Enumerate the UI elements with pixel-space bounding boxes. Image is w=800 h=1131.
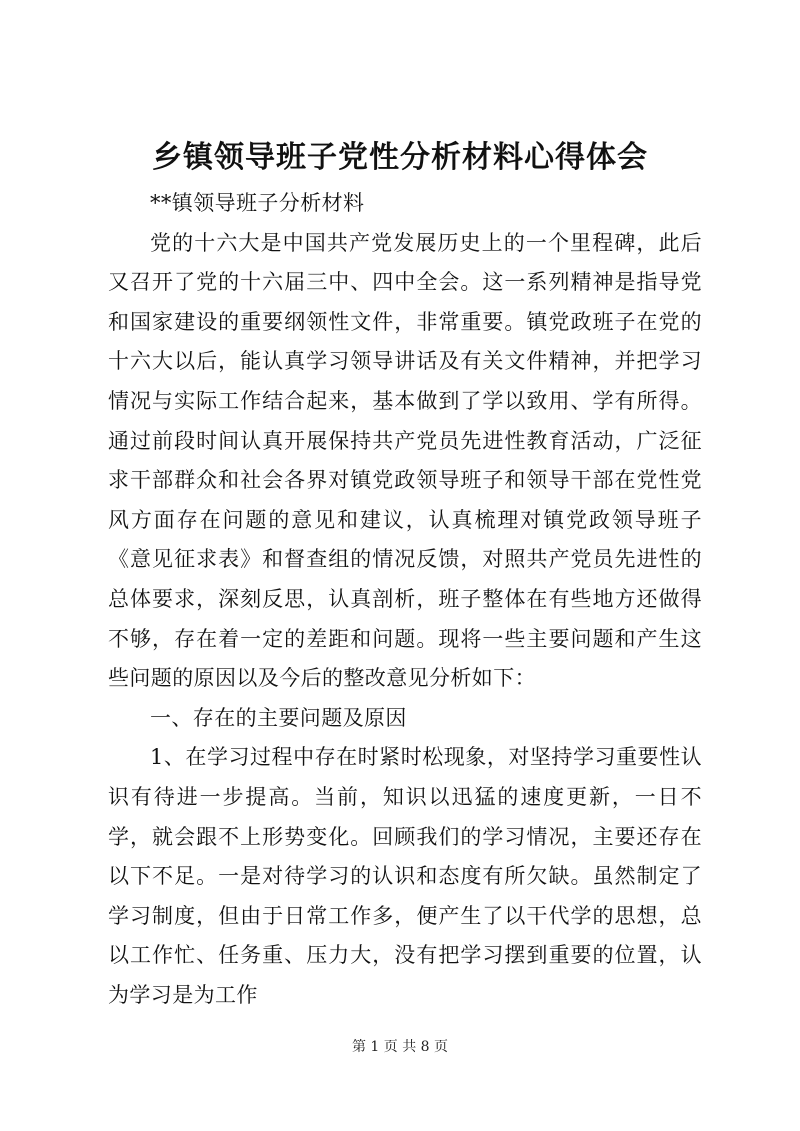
document-title: 乡镇领导班子党性分析材料心得体会	[152, 140, 648, 175]
document-body	[108, 184, 702, 1015]
intro-paragraph: 党的十六大是中国共产党发展历史上的一个里程碑，此后又召开了党的十六届三中、四中全会。这一系列精神是指导党和国家建设的重要纲领性文件，非常重要。镇党政班子在党的十六大以后，能认真学习领导讲话及有关文件精神，并把学习情况与实际工作结合起来，基本做到了学以致用、学有所得。通过前段时间认真开展保持共产党员先进性教育活动，广泛征求干部群众和社会各界对镇党政领导班子和领导干部在党性党风方面存在问题的意见和建议，认真梳理对镇党政领导班子《意见征求表》和督查组的情况反馈，对照共产党员先进性的总体要求，深刻反思，认真剖析，班子整体在有些地方还做得不够，存在着一定的差距和问题。现将一些主要问题和产生这些问题的原因以及今后的整改意见分析如下：	[108, 230, 702, 691]
subtitle-paragraph: **镇领导班子分析材料	[150, 191, 365, 215]
section-heading: 一、存在的主要问题及原因	[150, 705, 407, 730]
point-1-paragraph: 1、在学习过程中存在时紧时松现象，对坚持学习重要性认识有待进一步提高。当前，知识以迅猛的速度更新，一日不学，就会跟不上形势变化。回顾我们的学习情况，主要还存在以下不足。一是对待学习的认识和态度有所欠缺。虽然制定了学习制度，但由于日常工作多，便产生了以干代学的思想，总以工作忙、任务重、压力大，没有把学习摆到重要的位置，认为学习是为工作	[108, 745, 702, 1007]
page-number-footer: 第 1 页 共 8 页	[351, 1039, 449, 1055]
